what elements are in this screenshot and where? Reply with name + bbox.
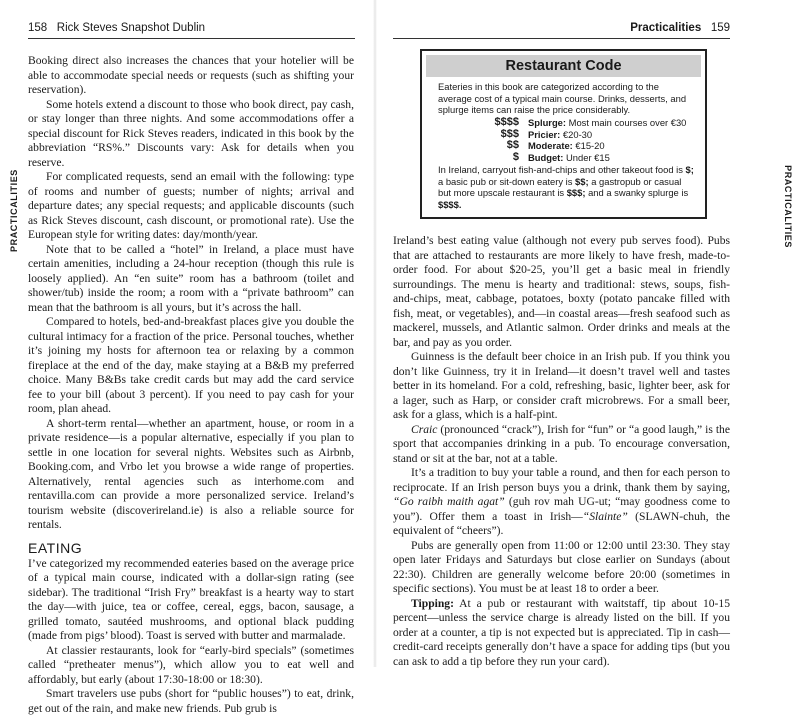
craic-term: Craic — [411, 422, 438, 436]
left-running-head — [28, 22, 205, 34]
paragraph-text: (guh rov mah UG-ut; “may goodness come to you”). Offer them a toast in Irish— — [393, 495, 731, 523]
price-tiers — [422, 117, 705, 164]
left-header-rule — [28, 38, 355, 39]
paragraph: A short-term rental—whether an apartment, house, or room in a private residence—is a popular alternative, especially if you plan to settle in one location for several nights. Websites such as Airbnb, Booking.com, and Vrbo let you browse a wide range of properties. Alternatively, rental agencies such as interhome.com and rentavilla.com can provide a more personalized service. Ireland’s tourism website (discoverireland.ie) is also a reliable source for rentals. — [28, 416, 354, 531]
tier-label — [528, 152, 610, 164]
price-tier — [422, 152, 705, 164]
eating-heading: EATING — [28, 539, 83, 556]
tier-desc: €15-20 — [575, 140, 605, 152]
paragraph: Booking direct also increases the chances that your hotelier will be able to accommodate special needs or requests (such as shifting your reservation). — [28, 54, 354, 96]
irish-phrase: “Go raibh maith agat” — [393, 495, 505, 508]
tier-name: Pricier: — [528, 128, 561, 140]
paragraph: Compared to hotels, bed-and-breakfast places give you double the cultural intimacy for a fraction of the price. Personal touches, whether it’s joining my hosts for afternoon tea or relaxing by a common fireplace at the end of the day, make staying at a B&B my preferred choice. Many B&Bs take credit cards but may add the card service fee to your bill (about 3 percent). If you need to pay cash for your room, plan ahead. — [28, 315, 354, 415]
paragraph: Note that to be called a “hotel” in Ireland, a place must have certain amenities, including a 24-hour reception (though this rule is loosely applied). An “en suite” room has a bathroom (toilet and shower/tub) inside the room; a room with a “private bathroom” can mean that the bathroom is all yours, but it’s across the hall. — [28, 242, 354, 314]
paragraph: Guinness is the default beer choice in an Irish pub. If you think you don’t like Guinness, try it in Ireland—it doesn’t travel well and tastes better in its homeland. For a cold, refreshing, basic, lighter beer, ask for a lager, such as Harp, or consider craft microbrews. For a small beer, ask for a glass, which is a half-pint. — [393, 350, 730, 421]
tier-label — [528, 117, 686, 129]
paragraph — [393, 466, 730, 539]
tier-name: Splurge: — [528, 116, 567, 128]
tier-label — [528, 129, 592, 141]
paragraph: Ireland’s best eating value (although not every pub serves food). Pubs that are attached to restaurants are more likely to have fresh, made-to-order food. For about $20-25, you’ll get a basic meal in friendly surroundings. The menu is hearty and traditional: stews, soups, fish-and-chips, meat, cabbage, potatoes, boxty (potato pancake filled with fish, meat, or vegetables), and—in coastal areas—fresh seafood such as mackerel, mussels, and Atlantic salmon. Order drinks and meals at the bar, and pay as you order. — [393, 234, 730, 349]
note-rating: $$$; — [566, 187, 586, 199]
paragraph — [393, 597, 730, 670]
left-side-tab: PRACTICALITIES — [9, 169, 19, 252]
tier-symbol: $ — [512, 151, 519, 164]
right-side-tab: PRACTICALITIES — [783, 165, 793, 248]
paragraph: Smart travelers use pubs (short for “public houses”) to eat, drink, get out of the rain, and make new friends. Pub grub is — [28, 687, 354, 715]
paragraph: Some hotels extend a discount to those who book direct, pay cash, or stay longer than three nights. And some accommodations offer a special discount for Rick Steves readers, indicated in this book by the abbreviation “RS%.” Discounts vary: Ask for details when you reserve. — [28, 97, 354, 169]
note-text: and a swanky splurge is — [585, 187, 689, 199]
note-rating: $$$$. — [438, 198, 462, 210]
left-running-title: Rick Steves Snapshot Dublin — [56, 22, 206, 34]
paragraph-text: (pronounced “crack”), Irish for “fun” or “a good laugh,” is the sport that accompanies drinking in a pub. To encourage conversation, stand or sit at the bar, not at a table. — [393, 422, 730, 465]
price-tier — [422, 117, 705, 129]
right-body-column — [393, 234, 730, 669]
price-tier — [422, 140, 705, 152]
paragraph: I’ve categorized my recommended eateries based on the average price of a typical main course, indicated with a dollar-sign rating (see sidebar). The traditional “Irish Fry” breakfast is a hearty way to start the day—with juice, tea or coffee, cereal, eggs, bacon, sausage, a grilled tomato, sautéed mushrooms, and optional black pudding (made from pigs’ blood). Toast is served with butter and marmalade. — [28, 556, 354, 642]
left-body-column — [28, 54, 354, 716]
tier-symbol: $$ — [506, 139, 519, 152]
sidebar-intro: Eateries in this book are categorized according to the average cost of a typical main course. Drinks, desserts, and splurge items can raise the price considerably. — [438, 81, 687, 116]
tier-name: Budget: — [528, 152, 564, 164]
right-header-rule — [393, 38, 730, 39]
price-tier — [422, 129, 705, 141]
irish-phrase: “Slainte” — [582, 509, 628, 523]
sidebar-title: Restaurant Code — [426, 55, 701, 77]
paragraph-text: It’s a tradition to buy your table a round, and then for each person to reciprocate. If an Irish person buys you a drink, thank them by saying, — [393, 466, 730, 494]
paragraph: At classier restaurants, look for “early-bird specials” (sometimes called “pretheater menus”), which allow you to eat well and affordably, but early (about 17:30-18:00 or 18:30). — [28, 643, 354, 686]
restaurant-code-sidebar — [420, 49, 707, 219]
paragraph — [393, 423, 730, 467]
right-page-number: 159 — [710, 22, 730, 34]
note-rating: $$; — [575, 175, 589, 187]
tipping-label: Tipping: — [411, 596, 454, 610]
tier-symbol: $$$ — [500, 127, 519, 140]
tier-symbol: $$$$ — [494, 115, 519, 128]
right-running-head — [630, 22, 730, 34]
note-text: In Ireland, carryout fish-and-chips and other takeout food is — [438, 163, 686, 175]
right-running-title: Practicalities — [630, 22, 702, 34]
tier-desc: Under €15 — [566, 152, 610, 164]
paragraph: For complicated requests, send an email with the following: type of rooms and number of guests; number of nights; arrival and departure dates; any special requests; and applicable discounts (such as Rick Steves discount, cash discount, or promotional rate). Use the European style for writing dates: day/month/year. — [28, 170, 354, 241]
note-text: a gastropub or casual but more upscale restaurant is — [438, 175, 682, 199]
tier-label — [528, 140, 605, 152]
note-text: a basic pub or sit-down eatery is — [438, 175, 576, 187]
tier-desc: €20-30 — [562, 128, 593, 140]
left-page — [0, 0, 375, 715]
tier-name: Moderate: — [528, 140, 573, 152]
sidebar-note — [438, 164, 695, 210]
note-rating: $; — [685, 163, 694, 175]
paragraph-text: At a pub or restaurant with waitstaff, tip about 10-15 percent—unless the service charge is already listed on the bill. If you order at a counter, a tip is not expected but is appreciated. Tip in cash—credit-card receipts generally don’t have a space for adding tips (but you can ask to add a tip before they run your card). — [393, 596, 730, 668]
tier-desc: Most main courses over €30 — [568, 116, 687, 128]
paragraph-text: (SLAWN-chuh, the equivalent of “cheers”). — [393, 509, 730, 537]
left-page-number: 158 — [28, 22, 48, 34]
paragraph: Pubs are generally open from 11:00 or 12:00 until 23:30. They stay open later Fridays and Saturdays but close earlier on Sundays (about 22:30). Children are generally welcome before 20:00 (sometimes in specific sections). You must be at least 18 to order a beer. — [393, 538, 730, 595]
